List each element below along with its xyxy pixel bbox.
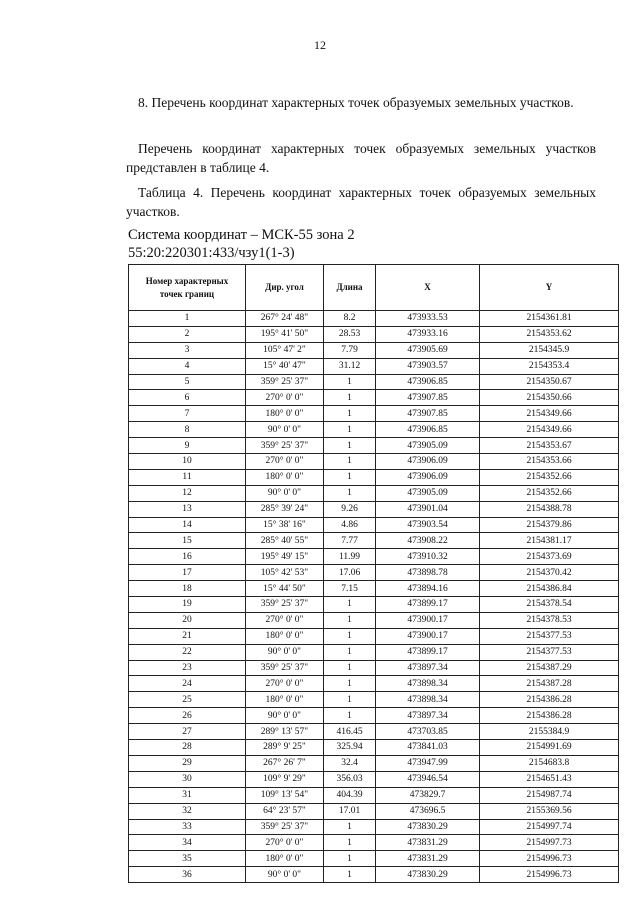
table-row: [129, 422, 619, 438]
cell-point-number: 33: [129, 819, 246, 835]
table-row: [129, 501, 619, 517]
cell-point-number: 4: [129, 358, 246, 374]
cell-y: 2155369.56: [480, 803, 619, 819]
cell-point-number: 10: [129, 454, 246, 470]
table-row: [129, 628, 619, 644]
cell-length: 1: [324, 454, 376, 470]
cell-length: 1: [324, 406, 376, 422]
header-length: Длина: [324, 265, 376, 311]
cell-length: 416.45: [324, 724, 376, 740]
cell-y: 2154381.17: [480, 533, 619, 549]
cell-x: 473910.32: [376, 549, 480, 565]
cell-x: 473898.34: [376, 692, 480, 708]
table-row: [129, 485, 619, 501]
cell-point-number: 34: [129, 835, 246, 851]
cell-y: 2154388.78: [480, 501, 619, 517]
cell-y: 2154387.28: [480, 676, 619, 692]
cell-x: 473898.78: [376, 565, 480, 581]
cell-y: 2154352.66: [480, 485, 619, 501]
cell-direction-angle: 289° 13' 57": [246, 724, 324, 740]
cell-x: 473906.85: [376, 422, 480, 438]
cell-point-number: 16: [129, 549, 246, 565]
cell-length: 325.94: [324, 740, 376, 756]
cell-point-number: 6: [129, 390, 246, 406]
table-row: [129, 438, 619, 454]
cell-x: 473903.57: [376, 358, 480, 374]
table-row: [129, 342, 619, 358]
cell-y: 2154345.9: [480, 342, 619, 358]
cell-y: 2154350.67: [480, 374, 619, 390]
cell-y: 2154377.53: [480, 628, 619, 644]
cell-point-number: 32: [129, 803, 246, 819]
coordinate-system-label: Система координат – МСК-55 зона 2: [128, 227, 355, 243]
cell-y: 2154349.66: [480, 422, 619, 438]
cell-x: 473830.29: [376, 819, 480, 835]
cell-point-number: 2: [129, 326, 246, 342]
cell-point-number: 31: [129, 787, 246, 803]
cell-length: 1: [324, 644, 376, 660]
table-row: [129, 374, 619, 390]
cell-point-number: 1: [129, 311, 246, 327]
table-row: [129, 581, 619, 597]
cell-length: 356.03: [324, 771, 376, 787]
table-row: [129, 358, 619, 374]
cell-length: 1: [324, 708, 376, 724]
table-row: [129, 708, 619, 724]
cell-direction-angle: 359° 25' 37": [246, 660, 324, 676]
cell-x: 473906.09: [376, 469, 480, 485]
cell-length: 9.26: [324, 501, 376, 517]
header-point-number: Номер характерных точек границ: [129, 265, 246, 311]
table-row: [129, 390, 619, 406]
cell-point-number: 9: [129, 438, 246, 454]
cell-direction-angle: 64° 23' 57": [246, 803, 324, 819]
cell-y: 2154996.73: [480, 851, 619, 867]
table-row: [129, 787, 619, 803]
cell-direction-angle: 359° 25' 37": [246, 438, 324, 454]
cell-direction-angle: 90° 0' 0": [246, 422, 324, 438]
cell-y: 2154353.67: [480, 438, 619, 454]
cell-length: 1: [324, 469, 376, 485]
cell-length: 7.77: [324, 533, 376, 549]
cell-point-number: 19: [129, 597, 246, 613]
cell-length: 1: [324, 374, 376, 390]
coordinates-table: [128, 264, 619, 883]
cell-direction-angle: 285° 39' 24": [246, 501, 324, 517]
cell-direction-angle: 270° 0' 0": [246, 390, 324, 406]
cell-y: 2154683.8: [480, 755, 619, 771]
cell-point-number: 14: [129, 517, 246, 533]
cell-length: 404.39: [324, 787, 376, 803]
cell-point-number: 5: [129, 374, 246, 390]
cell-length: 1: [324, 867, 376, 883]
cell-length: 28.53: [324, 326, 376, 342]
cell-length: 31.12: [324, 358, 376, 374]
section-heading: 8. Перечень координат характерных точек образуемых земельных участков.: [138, 95, 574, 110]
cell-y: 2154353.62: [480, 326, 619, 342]
cell-y: 2154373.69: [480, 549, 619, 565]
cell-direction-angle: 267° 26' 7": [246, 755, 324, 771]
cell-point-number: 21: [129, 628, 246, 644]
cell-point-number: 23: [129, 660, 246, 676]
parcel-id-label: 55:20:220301:433/чзу1(1-3): [128, 245, 295, 261]
table-row: [129, 755, 619, 771]
cell-x: 473903.54: [376, 517, 480, 533]
page-number: 12: [314, 38, 326, 52]
cell-direction-angle: 90° 0' 0": [246, 485, 324, 501]
cell-point-number: 17: [129, 565, 246, 581]
cell-point-number: 26: [129, 708, 246, 724]
cell-direction-angle: 285° 40' 55": [246, 533, 324, 549]
table-row: [129, 724, 619, 740]
cell-length: 1: [324, 597, 376, 613]
cell-direction-angle: 109° 9' 29": [246, 771, 324, 787]
cell-y: 2154379.86: [480, 517, 619, 533]
cell-point-number: 11: [129, 469, 246, 485]
cell-direction-angle: 15° 44' 50": [246, 581, 324, 597]
cell-point-number: 7: [129, 406, 246, 422]
table-row: [129, 311, 619, 327]
cell-point-number: 12: [129, 485, 246, 501]
cell-direction-angle: 359° 25' 37": [246, 819, 324, 835]
cell-direction-angle: 105° 47' 2": [246, 342, 324, 358]
cell-direction-angle: 270° 0' 0": [246, 676, 324, 692]
cell-length: 1: [324, 485, 376, 501]
cell-length: 17.06: [324, 565, 376, 581]
cell-x: 473894.16: [376, 581, 480, 597]
table-body: [129, 311, 619, 883]
cell-y: 2154350.66: [480, 390, 619, 406]
cell-direction-angle: 270° 0' 0": [246, 835, 324, 851]
cell-x: 473897.34: [376, 660, 480, 676]
cell-point-number: 36: [129, 867, 246, 883]
cell-y: 2154991.69: [480, 740, 619, 756]
cell-length: 1: [324, 835, 376, 851]
cell-point-number: 8: [129, 422, 246, 438]
cell-y: 2154353.66: [480, 454, 619, 470]
cell-y: 2154386.28: [480, 692, 619, 708]
table-row: [129, 692, 619, 708]
cell-direction-angle: 267° 24' 48": [246, 311, 324, 327]
cell-x: 473831.29: [376, 835, 480, 851]
cell-x: 473703.85: [376, 724, 480, 740]
cell-y: 2154378.54: [480, 597, 619, 613]
cell-x: 473899.17: [376, 644, 480, 660]
cell-direction-angle: 180° 0' 0": [246, 628, 324, 644]
cell-x: 473829.7: [376, 787, 480, 803]
cell-length: 1: [324, 676, 376, 692]
table-row: [129, 533, 619, 549]
cell-y: 2154997.74: [480, 819, 619, 835]
cell-y: 2154987.74: [480, 787, 619, 803]
cell-x: 473933.53: [376, 311, 480, 327]
intro-paragraph: Перечень координат характерных точек образуемых земельных участков представлен в таблице 4.: [126, 141, 596, 175]
table-row: [129, 612, 619, 628]
table-row: [129, 771, 619, 787]
cell-x: 473907.85: [376, 406, 480, 422]
header-direction-angle: Дир. угол: [246, 265, 324, 311]
table-row: [129, 803, 619, 819]
cell-x: 473905.09: [376, 485, 480, 501]
cell-direction-angle: 109° 13' 54": [246, 787, 324, 803]
table-row: [129, 660, 619, 676]
table-row: [129, 740, 619, 756]
cell-length: 32.4: [324, 755, 376, 771]
cell-x: 473906.09: [376, 454, 480, 470]
cell-direction-angle: 90° 0' 0": [246, 644, 324, 660]
table-row: [129, 469, 619, 485]
table-row: [129, 597, 619, 613]
cell-point-number: 27: [129, 724, 246, 740]
cell-x: 473830.29: [376, 867, 480, 883]
cell-length: 1: [324, 660, 376, 676]
table-row: [129, 454, 619, 470]
cell-x: 473905.09: [376, 438, 480, 454]
cell-direction-angle: 270° 0' 0": [246, 612, 324, 628]
cell-y: 2155384.9: [480, 724, 619, 740]
cell-length: 1: [324, 819, 376, 835]
cell-x: 473905.69: [376, 342, 480, 358]
cell-direction-angle: 180° 0' 0": [246, 406, 324, 422]
table-row: [129, 406, 619, 422]
cell-point-number: 24: [129, 676, 246, 692]
cell-y: 2154378.53: [480, 612, 619, 628]
cell-length: 1: [324, 851, 376, 867]
cell-point-number: 29: [129, 755, 246, 771]
cell-x: 473696.5: [376, 803, 480, 819]
cell-direction-angle: 195° 41' 50": [246, 326, 324, 342]
table-row: [129, 835, 619, 851]
cell-length: 1: [324, 390, 376, 406]
cell-point-number: 3: [129, 342, 246, 358]
cell-length: 1: [324, 692, 376, 708]
cell-length: 1: [324, 438, 376, 454]
cell-direction-angle: 359° 25' 37": [246, 374, 324, 390]
table-row: [129, 517, 619, 533]
cell-direction-angle: 180° 0' 0": [246, 692, 324, 708]
table-row: [129, 549, 619, 565]
cell-length: 1: [324, 628, 376, 644]
cell-point-number: 15: [129, 533, 246, 549]
cell-y: 2154349.66: [480, 406, 619, 422]
cell-direction-angle: 105° 42' 53": [246, 565, 324, 581]
table-row: [129, 819, 619, 835]
cell-direction-angle: 270° 0' 0": [246, 454, 324, 470]
table-row: [129, 867, 619, 883]
cell-length: 7.79: [324, 342, 376, 358]
cell-point-number: 30: [129, 771, 246, 787]
cell-point-number: 25: [129, 692, 246, 708]
cell-x: 473907.85: [376, 390, 480, 406]
cell-point-number: 22: [129, 644, 246, 660]
cell-y: 2154352.66: [480, 469, 619, 485]
table-row: [129, 676, 619, 692]
cell-direction-angle: 90° 0' 0": [246, 867, 324, 883]
cell-point-number: 35: [129, 851, 246, 867]
cell-length: 4.86: [324, 517, 376, 533]
cell-y: 2154997.73: [480, 835, 619, 851]
cell-y: 2154377.53: [480, 644, 619, 660]
cell-x: 473906.85: [376, 374, 480, 390]
cell-y: 2154651.43: [480, 771, 619, 787]
cell-y: 2154370.42: [480, 565, 619, 581]
cell-y: 2154353.4: [480, 358, 619, 374]
table-row: [129, 851, 619, 867]
cell-direction-angle: 15° 40' 47": [246, 358, 324, 374]
cell-length: 8.2: [324, 311, 376, 327]
cell-x: 473898.34: [376, 676, 480, 692]
cell-point-number: 20: [129, 612, 246, 628]
cell-x: 473901.04: [376, 501, 480, 517]
cell-direction-angle: 180° 0' 0": [246, 851, 324, 867]
cell-x: 473831.29: [376, 851, 480, 867]
cell-direction-angle: 180° 0' 0": [246, 469, 324, 485]
cell-y: 2154386.84: [480, 581, 619, 597]
cell-x: 473900.17: [376, 612, 480, 628]
header-y: Y: [480, 265, 619, 311]
cell-x: 473900.17: [376, 628, 480, 644]
cell-y: 2154387.29: [480, 660, 619, 676]
cell-x: 473946.54: [376, 771, 480, 787]
cell-direction-angle: 359° 25' 37": [246, 597, 324, 613]
cell-direction-angle: 90° 0' 0": [246, 708, 324, 724]
table-row: [129, 565, 619, 581]
cell-direction-angle: 15° 38' 16": [246, 517, 324, 533]
cell-y: 2154996.73: [480, 867, 619, 883]
table-row: [129, 326, 619, 342]
cell-length: 1: [324, 422, 376, 438]
cell-y: 2154386.28: [480, 708, 619, 724]
table-title: Таблица 4. Перечень координат характерных точек образуемых земельных участков.: [126, 185, 596, 219]
cell-x: 473908.22: [376, 533, 480, 549]
cell-length: 11.99: [324, 549, 376, 565]
cell-x: 473899.17: [376, 597, 480, 613]
cell-length: 17.01: [324, 803, 376, 819]
cell-y: 2154361.81: [480, 311, 619, 327]
cell-x: 473933.16: [376, 326, 480, 342]
cell-length: 7.15: [324, 581, 376, 597]
cell-point-number: 28: [129, 740, 246, 756]
cell-x: 473897.34: [376, 708, 480, 724]
cell-x: 473947.99: [376, 755, 480, 771]
cell-length: 1: [324, 612, 376, 628]
cell-x: 473841.03: [376, 740, 480, 756]
cell-point-number: 18: [129, 581, 246, 597]
header-x: X: [376, 265, 480, 311]
cell-point-number: 13: [129, 501, 246, 517]
cell-direction-angle: 289° 9' 25": [246, 740, 324, 756]
table-row: [129, 644, 619, 660]
table-header-row: [129, 265, 619, 311]
cell-direction-angle: 195° 49' 15": [246, 549, 324, 565]
